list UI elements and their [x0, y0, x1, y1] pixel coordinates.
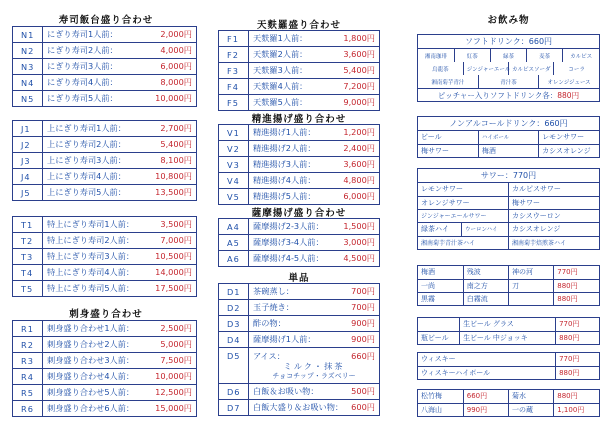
item-name: にぎり寿司5人前： — [43, 91, 139, 107]
item-price: 7,000円 — [139, 233, 197, 249]
table-row — [13, 321, 197, 337]
table-cell: 梅サワー — [509, 196, 600, 209]
item-code: N3 — [13, 59, 43, 75]
table-row — [219, 157, 380, 173]
table-cell: 湘南菊芋青汁 — [418, 75, 478, 88]
table-cell — [418, 318, 460, 331]
table-row — [13, 27, 197, 43]
table-cell — [509, 292, 554, 305]
item-price: 880円 — [556, 331, 599, 344]
item-name: にぎり寿司1人前： — [43, 27, 139, 43]
item-price: 8,100円 — [139, 153, 197, 169]
section-title-drinks: お飲み物 — [487, 15, 530, 26]
item-price: 900円 — [322, 332, 380, 348]
beer-table — [418, 318, 599, 344]
ice-price: 660円 — [351, 350, 375, 361]
table-row — [13, 369, 197, 385]
table-cell: レモンサワー — [539, 131, 599, 144]
item-code: V1 — [219, 125, 249, 141]
item-price: 880円 — [554, 292, 599, 305]
table-row — [418, 390, 599, 403]
item-price: 10,500円 — [139, 249, 197, 265]
item-price: 8,000円 — [139, 75, 197, 91]
table-cell: ウィスキー — [418, 353, 556, 366]
sake-box — [417, 389, 600, 417]
table-row — [219, 173, 380, 189]
item-name: 上にぎり寿司5人前： — [43, 185, 139, 201]
item-price: 1,200円 — [322, 125, 380, 141]
item-price: 700円 — [322, 284, 380, 300]
table-row — [13, 249, 197, 265]
item-code: J1 — [13, 121, 43, 137]
ice-flavors-1: ミルク・抹茶 — [283, 360, 345, 371]
table-row — [13, 401, 197, 417]
item-code: R5 — [13, 385, 43, 401]
item-name: 薩摩揚げ1人前： — [249, 332, 322, 348]
table-row — [13, 281, 197, 297]
item-code: T4 — [13, 265, 43, 281]
item-price: 770円 — [556, 353, 599, 366]
table-row — [13, 137, 197, 153]
item-code: D4 — [219, 332, 249, 348]
satsuma-table — [218, 218, 380, 267]
sour-table — [418, 183, 599, 222]
whisky-table — [418, 353, 599, 379]
item-code: F5 — [219, 95, 249, 111]
nonalcohol-box — [417, 116, 600, 158]
item-name: 刺身盛り合わせ5人前： — [43, 385, 139, 401]
table-row — [13, 217, 197, 233]
table-row — [418, 279, 599, 292]
sake-table — [418, 390, 599, 416]
table-cell: 八海山 — [418, 403, 463, 416]
table-cell: ウィスキーハイボール — [418, 366, 556, 379]
table-cell: 神の河 — [509, 266, 554, 279]
table-row — [418, 223, 599, 236]
item-name: 天麩羅5人前： — [249, 95, 322, 111]
table-row — [13, 233, 197, 249]
item-name: 精進揚げ3人前： — [249, 157, 322, 173]
table-cell: ウーロンハイ — [461, 223, 508, 236]
item-price: 4,500円 — [322, 251, 380, 267]
table-row — [13, 121, 197, 137]
table-row — [13, 59, 197, 75]
item-name: 玉子焼き： — [249, 300, 322, 316]
table-row — [13, 91, 197, 107]
item-price: 2,700円 — [139, 121, 197, 137]
item-code: J5 — [13, 185, 43, 201]
item-name: にぎり寿司2人前： — [43, 43, 139, 59]
table-row — [13, 185, 197, 201]
table-row — [219, 189, 380, 205]
item-price: 1,100円 — [554, 403, 599, 416]
item-price: 2,000円 — [139, 27, 197, 43]
item-code: T2 — [13, 233, 43, 249]
item-code: N5 — [13, 91, 43, 107]
table-row — [418, 331, 599, 344]
table-cell: 生ビール グラス — [460, 318, 556, 331]
item-price: 600円 — [322, 400, 380, 416]
table-cell: 梅酒 — [478, 144, 538, 157]
table-row — [418, 49, 599, 62]
ice-label: アイス： — [253, 350, 285, 361]
table-cell: カルピスサワー — [509, 183, 600, 196]
table-cell: 湘南菊芋焙煎茶ハイ — [509, 236, 600, 249]
section-title-tempura: 天麩羅盛り合わせ — [256, 20, 341, 31]
item-name: 上にぎり寿司4人前： — [43, 169, 139, 185]
table-row — [13, 385, 197, 401]
nonalcohol-header: ノンアルコールドリンク：660円 — [418, 117, 599, 131]
item-name: にぎり寿司3人前： — [43, 59, 139, 75]
table-cell: 梅酒 — [418, 266, 463, 279]
item-code: N2 — [13, 43, 43, 59]
table-row — [219, 348, 380, 384]
item-name: 特上にぎり寿司4人前： — [43, 265, 139, 281]
item-name: 特上にぎり寿司2人前： — [43, 233, 139, 249]
table-cell: カシスオレンジ — [508, 223, 599, 236]
table-row — [418, 196, 599, 209]
table-row — [219, 284, 380, 300]
table-cell: 烏龍茶 — [418, 62, 463, 75]
item-price: 7,500円 — [139, 353, 197, 369]
item-price: 990円 — [463, 403, 508, 416]
table-row — [418, 131, 599, 144]
item-name: 白飯大盛り＆お吸い物： — [249, 400, 322, 416]
table-row — [219, 235, 380, 251]
item-name: 酢の物： — [249, 316, 322, 332]
item-price: 17,500円 — [139, 281, 197, 297]
table-row — [13, 169, 197, 185]
shojin-table — [218, 124, 380, 205]
item-price: 4,000円 — [139, 43, 197, 59]
table-cell: 南之方 — [463, 279, 508, 292]
table-row — [219, 63, 380, 79]
item-price: 13,500円 — [139, 185, 197, 201]
item-name: 刺身盛り合わせ2人前： — [43, 337, 139, 353]
item-code: D5 — [219, 348, 249, 384]
table-row — [219, 384, 380, 400]
table-cell: オレンジサワー — [418, 196, 509, 209]
soft-drink-table — [418, 49, 599, 62]
sour-header: サワー：770円 — [418, 169, 599, 183]
item-name: 天麩羅3人前： — [249, 63, 322, 79]
item-code: F3 — [219, 63, 249, 79]
item-code: A5 — [219, 235, 249, 251]
table-cell: 梅サワー — [418, 144, 478, 157]
table-row — [418, 75, 599, 88]
table-row — [13, 43, 197, 59]
table-row — [418, 183, 599, 196]
table-row — [219, 300, 380, 316]
item-price: 770円 — [556, 318, 599, 331]
item-price: 14,000円 — [139, 265, 197, 281]
table-cell: レモンサワー — [418, 183, 509, 196]
item-name: 精進揚げ1人前： — [249, 125, 322, 141]
item-price: 900円 — [322, 316, 380, 332]
item-code: F2 — [219, 47, 249, 63]
table-cell: 緑茶 — [490, 49, 526, 62]
item-price: 3,600円 — [322, 157, 380, 173]
table-cell: 生ビール 中ジョッキ — [460, 331, 556, 344]
table-cell: オレンジジュース — [539, 75, 599, 88]
ice-flavors-2: チョコチップ・ラズベリー — [272, 371, 356, 380]
item-name: 上にぎり寿司1人前： — [43, 121, 139, 137]
item-name: 天麩羅1人前： — [249, 31, 322, 47]
table-cell: カシスオレンジ — [539, 144, 599, 157]
item-code: N1 — [13, 27, 43, 43]
table-cell: 菊水 — [509, 390, 554, 403]
table-row — [219, 332, 380, 348]
item-code: V4 — [219, 173, 249, 189]
section-title-satsuma: 薩摩揚げ盛り合わせ — [251, 208, 347, 219]
item-code: R6 — [13, 401, 43, 417]
item-code: D7 — [219, 400, 249, 416]
item-price: 6,000円 — [322, 189, 380, 205]
section-title-shojin: 精進揚げ盛り合わせ — [251, 114, 347, 125]
table-row — [13, 353, 197, 369]
table-row — [13, 337, 197, 353]
table-row — [219, 141, 380, 157]
table-cell: ビール — [418, 131, 478, 144]
table-cell: カルピス — [563, 49, 599, 62]
item-price: 770円 — [554, 266, 599, 279]
table-cell: ハイボール — [478, 131, 538, 144]
item-price: 7,200円 — [322, 79, 380, 95]
item-name: 薩摩揚げ4-5人前： — [249, 251, 322, 267]
item-price: 10,800円 — [139, 169, 197, 185]
table-row — [219, 125, 380, 141]
item-price: 880円 — [554, 390, 599, 403]
nonalcohol-table — [418, 131, 599, 157]
item-name: 特上にぎり寿司3人前： — [43, 249, 139, 265]
item-price: 3,500円 — [139, 217, 197, 233]
item-name: 天麩羅2人前： — [249, 47, 322, 63]
item-code: D1 — [219, 284, 249, 300]
table-row — [13, 75, 197, 91]
jo-nigiri-table — [12, 120, 197, 201]
item-code: A6 — [219, 251, 249, 267]
item-code: V3 — [219, 157, 249, 173]
item-name: 上にぎり寿司3人前： — [43, 153, 139, 169]
pitcher-row: ピッチャー入りソフトドリンク各：880円 — [418, 88, 599, 101]
table-cell: コーラ — [554, 62, 599, 75]
table-cell: 松竹梅 — [418, 390, 463, 403]
table-cell: 麦茶 — [527, 49, 563, 62]
table-cell: 青汁茶 — [478, 75, 538, 88]
item-price: 10,000円 — [139, 91, 197, 107]
table-cell: 刀 — [509, 279, 554, 292]
item-name: 薩摩揚げ2-3人前： — [249, 219, 322, 235]
item-code: V2 — [219, 141, 249, 157]
item-code: R4 — [13, 369, 43, 385]
item-code: R2 — [13, 337, 43, 353]
table-cell: ジンジャーエール — [463, 62, 508, 75]
item-name: 精進揚げ2人前： — [249, 141, 322, 157]
table-cell: 瓶ビール — [418, 331, 460, 344]
item-code: F1 — [219, 31, 249, 47]
item-code: N4 — [13, 75, 43, 91]
item-code: J3 — [13, 153, 43, 169]
item-code: J4 — [13, 169, 43, 185]
item-code: F4 — [219, 79, 249, 95]
table-row — [418, 209, 599, 222]
table-row — [219, 316, 380, 332]
item-code: D3 — [219, 316, 249, 332]
item-name: 上にぎり寿司2人前： — [43, 137, 139, 153]
item-price: 5,000円 — [139, 337, 197, 353]
item-name: 刺身盛り合わせ3人前： — [43, 353, 139, 369]
table-cell: カルピスソーダ — [509, 62, 554, 75]
table-row — [13, 153, 197, 169]
table-row — [219, 79, 380, 95]
item-price: 12,500円 — [139, 385, 197, 401]
table-row — [418, 353, 599, 366]
item-price: 660円 — [463, 390, 508, 403]
table-cell: 一の蔵 — [509, 403, 554, 416]
table-row — [13, 265, 197, 281]
table-cell: 白霧流 — [463, 292, 508, 305]
item-price: 5,400円 — [139, 137, 197, 153]
shochu-box — [417, 265, 600, 306]
sushi-dai-table — [12, 26, 197, 107]
table-cell: 湘南菊芋青汁茶ハイ — [418, 236, 509, 249]
tokujo-nigiri-table — [12, 216, 197, 297]
item-price: 15,000円 — [139, 401, 197, 417]
tanpin-table — [218, 283, 380, 416]
table-row — [219, 47, 380, 63]
item-name: 茶碗蒸し： — [249, 284, 322, 300]
item-price: 880円 — [556, 366, 599, 379]
item-name: 刺身盛り合わせ1人前： — [43, 321, 139, 337]
item-code: D2 — [219, 300, 249, 316]
item-code: T3 — [13, 249, 43, 265]
table-cell: カシスウーロン — [509, 209, 600, 222]
item-name: 白飯＆お吸い物： — [249, 384, 322, 400]
table-row — [219, 219, 380, 235]
item-code: D6 — [219, 384, 249, 400]
table-cell: ジンジャーエールサワー — [418, 209, 509, 222]
sour-box — [417, 168, 600, 250]
item-name: 特上にぎり寿司1人前： — [43, 217, 139, 233]
item-name: にぎり寿司4人前： — [43, 75, 139, 91]
table-cell: 湘南珈琲 — [418, 49, 454, 62]
item-price: 5,400円 — [322, 63, 380, 79]
item-name: 特上にぎり寿司5人前： — [43, 281, 139, 297]
item-price: 4,800円 — [322, 173, 380, 189]
table-row — [418, 144, 599, 157]
item-price: 1,500円 — [322, 219, 380, 235]
item-name: 精進揚げ5人前： — [249, 189, 322, 205]
table-cell: 黒霧 — [418, 292, 463, 305]
whisky-box — [417, 352, 600, 380]
item-code: A4 — [219, 219, 249, 235]
item-name: 天麩羅4人前： — [249, 79, 322, 95]
table-cell: 一尚 — [418, 279, 463, 292]
shochu-table — [418, 266, 599, 305]
item-price: 3,600円 — [322, 47, 380, 63]
table-row — [219, 400, 380, 416]
item-code: V5 — [219, 189, 249, 205]
table-cell: 紅茶 — [454, 49, 490, 62]
item-price: 2,400円 — [322, 141, 380, 157]
item-price: 9,000円 — [322, 95, 380, 111]
table-cell: 緑茶ハイ — [418, 223, 461, 236]
tempura-table — [218, 30, 380, 111]
table-cell: 残波 — [463, 266, 508, 279]
item-price: 6,000円 — [139, 59, 197, 75]
table-row — [219, 251, 380, 267]
soft-drink-box — [417, 34, 600, 102]
sashimi-table — [12, 320, 197, 417]
item-name: 精進揚げ4人前： — [249, 173, 322, 189]
beer-box — [417, 317, 600, 345]
item-name: 薩摩揚げ3-4人前： — [249, 235, 322, 251]
item-price: 700円 — [322, 300, 380, 316]
item-price: 10,000円 — [139, 369, 197, 385]
soft-drink-header: ソフトドリンク：660円 — [418, 35, 599, 49]
item-name: 刺身盛り合わせ6人前： — [43, 401, 139, 417]
table-row — [418, 236, 599, 249]
section-title-sashimi: 刺身盛り合わせ — [69, 309, 143, 320]
table-row — [219, 31, 380, 47]
item-price: 2,500円 — [139, 321, 197, 337]
item-code: R3 — [13, 353, 43, 369]
item-code: J2 — [13, 137, 43, 153]
table-row — [418, 292, 599, 305]
item-price: 1,800円 — [322, 31, 380, 47]
item-code: T1 — [13, 217, 43, 233]
section-title-tanpin: 単品 — [288, 273, 310, 284]
item-code: R1 — [13, 321, 43, 337]
table-row — [418, 266, 599, 279]
item-price: 880円 — [554, 279, 599, 292]
item-price: 3,000円 — [322, 235, 380, 251]
table-row — [418, 366, 599, 379]
table-row — [219, 95, 380, 111]
table-row — [418, 403, 599, 416]
item-name — [249, 348, 380, 384]
item-code: T5 — [13, 281, 43, 297]
table-row — [418, 62, 599, 75]
table-row — [418, 318, 599, 331]
section-title-sushi-dai: 寿司飯台盛り合わせ — [58, 15, 154, 26]
item-price: 500円 — [322, 384, 380, 400]
item-name: 刺身盛り合わせ4人前： — [43, 369, 139, 385]
